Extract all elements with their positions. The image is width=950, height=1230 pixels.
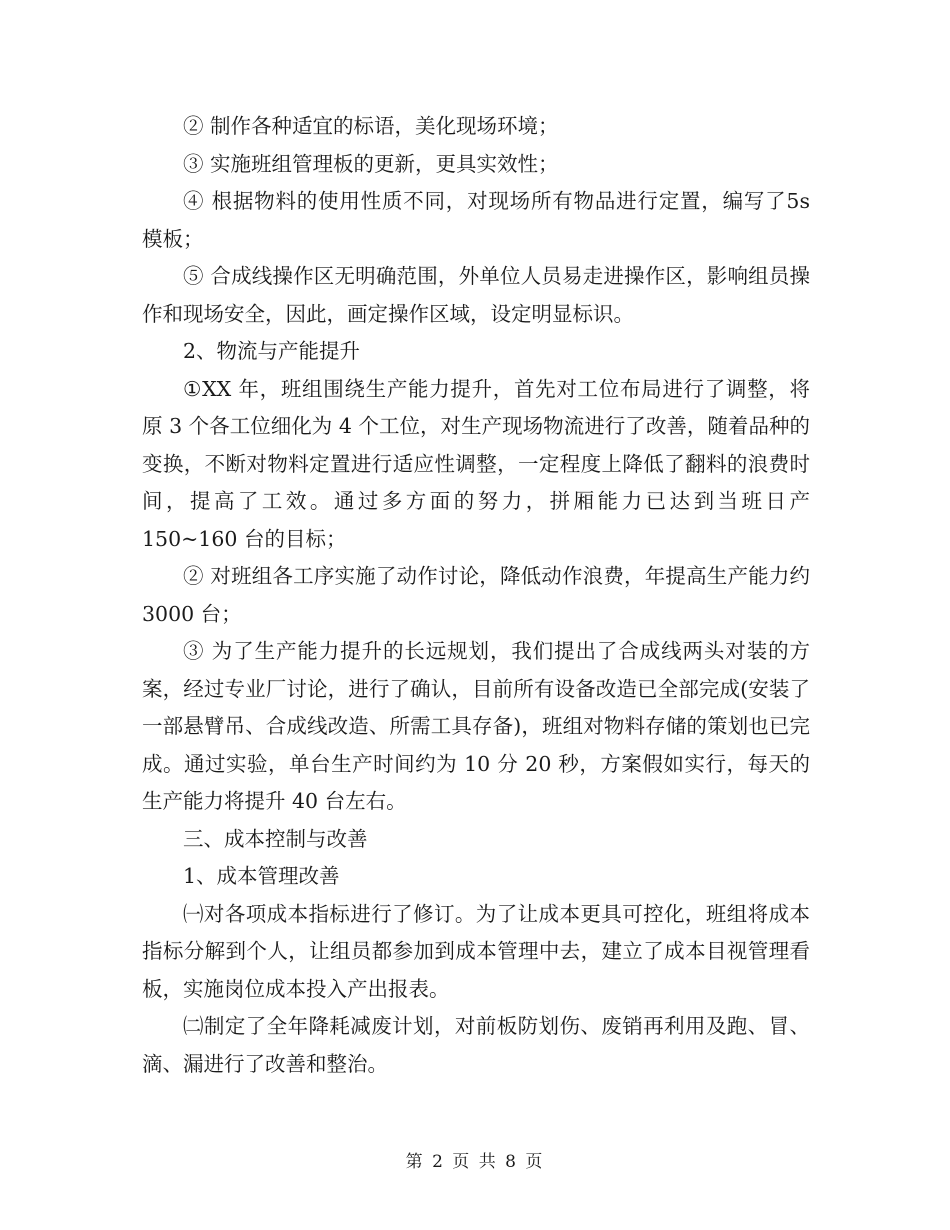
page-number-footer: 第 2 页 共 8 页 (405, 1152, 545, 1172)
section-heading-cost-control: 三、成本控制与改善 (183, 826, 368, 851)
paragraph-logistics-3: ③ 为了生产能力提升的长远规划，我们提出了合成线两头对装的方案，经过专业厂讨论，进行了确认，目前所有设备改造已全部完成(安装了一部悬臂吊、合成线改造、所需工具存备)，班组对物料存储的策划也已完成。通过实验，单台生产时间约为 10 分 20 秒，方案假如实行，每天的生产能力将提升 40 台左右。 (142, 639, 810, 813)
paragraph-item-2: ② 制作各种适宜的标语，美化现场环境； (183, 114, 559, 138)
paragraph-cost-1: ㈠对各项成本指标进行了修订。为了让成本更具可控化，班组将成本指标分解到个人，让组员都参加到成本管理中去，建立了成本目视管理看板，实施岗位成本投入产出报表。 (142, 901, 810, 1001)
paragraph-item-4: ④ 根据物料的使用性质不同，对现场所有物品进行定置，编写了5s 模板； (142, 189, 810, 251)
section-heading-logistics: 2、物流与产能提升 (183, 339, 361, 363)
paragraph-item-5: ⑤ 合成线操作区无明确范围，外单位人员易走进操作区，影响组员操作和现场安全，因此，画定操作区域，设定明显标识。 (142, 264, 810, 326)
document-body (142, 108, 810, 1083)
paragraph-item-3: ③ 实施班组管理板的更新，更具实效性； (183, 151, 559, 176)
paragraph-cost-2: ㈡制定了全年降耗减废计划，对前板防划伤、废销再利用及跑、冒、滴、漏进行了改善和整治。 (142, 1014, 810, 1076)
subsection-heading-cost-management: 1、成本管理改善 (183, 864, 340, 888)
paragraph-logistics-1: ①XX 年，班组围绕生产能力提升，首先对工位布局进行了调整，将原 3 个各工位细化为 4 个工位，对生产现场物流进行了改善，随着品种的变换，不断对物料定置进行适应性调整，一定程度上降低了翻料的浪费时间，提高了工效。通过多方面的努力，拼厢能力已达到当班日产 150~160 台的目标； (142, 376, 810, 551)
paragraph-logistics-2: ② 对班组各工序实施了动作讨论，降低动作浪费，年提高生产能力约 3000 台； (142, 564, 810, 626)
